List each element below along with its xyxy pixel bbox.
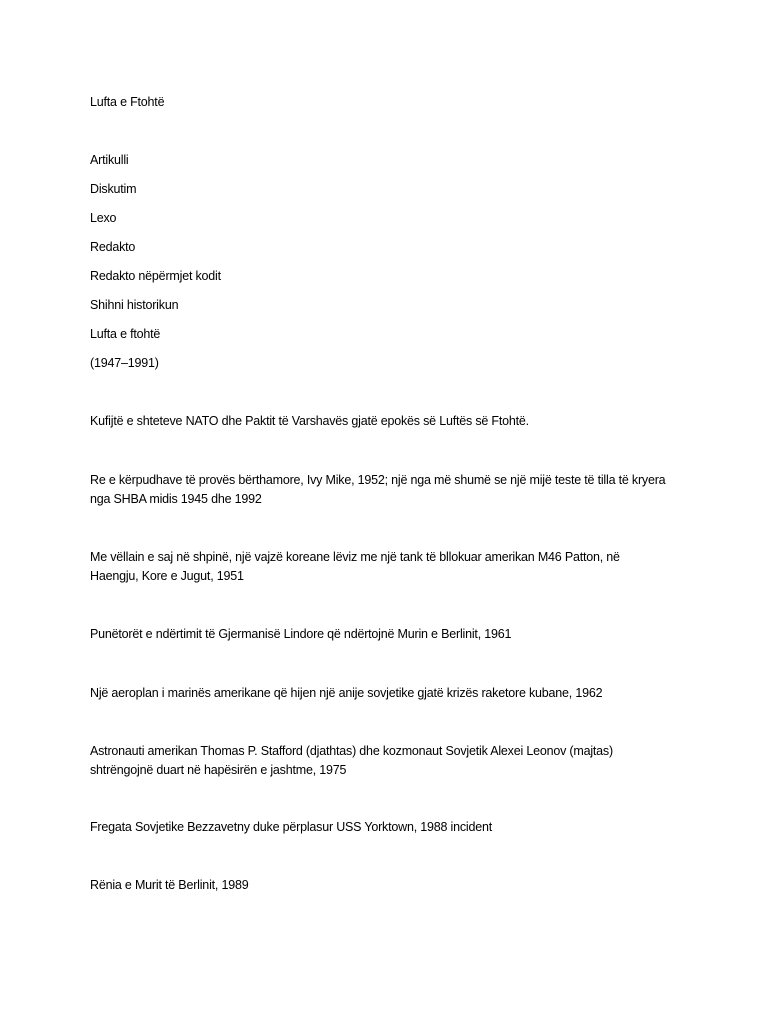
infobox-title: Lufta e ftohtë	[90, 327, 161, 341]
nav-item-diskutim: Diskutim	[90, 182, 137, 196]
caption-cuban-crisis: Një aeroplan i marinës amerikane që hijen një anije sovjetike gjatë krizës raketore kubane, 1962	[90, 686, 603, 700]
caption-berlin-wall-fall: Rënia e Murit të Berlinit, 1989	[90, 878, 249, 892]
caption-ivy-mike: Re e kërpudhave të provës bërthamore, Ivy Mike, 1952; një nga më shumë se një mijë teste të tilla të kryera nga SHBA midis 1945 dhe 1992	[90, 473, 666, 506]
nav-item-redakto: Redakto	[90, 240, 136, 254]
nav-item-lexo: Lexo	[90, 211, 117, 225]
caption-bezzavetny: Fregata Sovjetike Bezzavetny duke përplasur USS Yorktown, 1988 incident	[90, 820, 493, 834]
nav-item-historikun: Shihni historikun	[90, 298, 179, 312]
infobox-dates: (1947–1991)	[90, 356, 159, 370]
caption-nato-warsaw: Kufijtë e shteteve NATO dhe Paktit të Varshavës gjatë epokës së Luftës së Ftohtë.	[90, 414, 529, 428]
caption-berlin-wall-build: Punëtorët e ndërtimit të Gjermanisë Lindore që ndërtojnë Murin e Berlinit, 1961	[90, 627, 512, 641]
caption-korea: Me vëllain e saj në shpinë, një vajzë koreane lëviz me një tank të bllokuar amerikan M46 Patton, në Haengju, Kore e Jugut, 1951	[90, 550, 620, 583]
caption-apollo-soyuz: Astronauti amerikan Thomas P. Stafford (djathtas) dhe kozmonaut Sovjetik Alexei Leonov (majtas) shtrëngojnë duart në hapësirën e jashtme, 1975	[90, 744, 613, 777]
nav-item-redakto-kodit: Redakto nëpërmjet kodit	[90, 269, 221, 283]
document-title: Lufta e Ftohtë	[90, 95, 165, 109]
nav-item-artikulli: Artikulli	[90, 153, 129, 167]
